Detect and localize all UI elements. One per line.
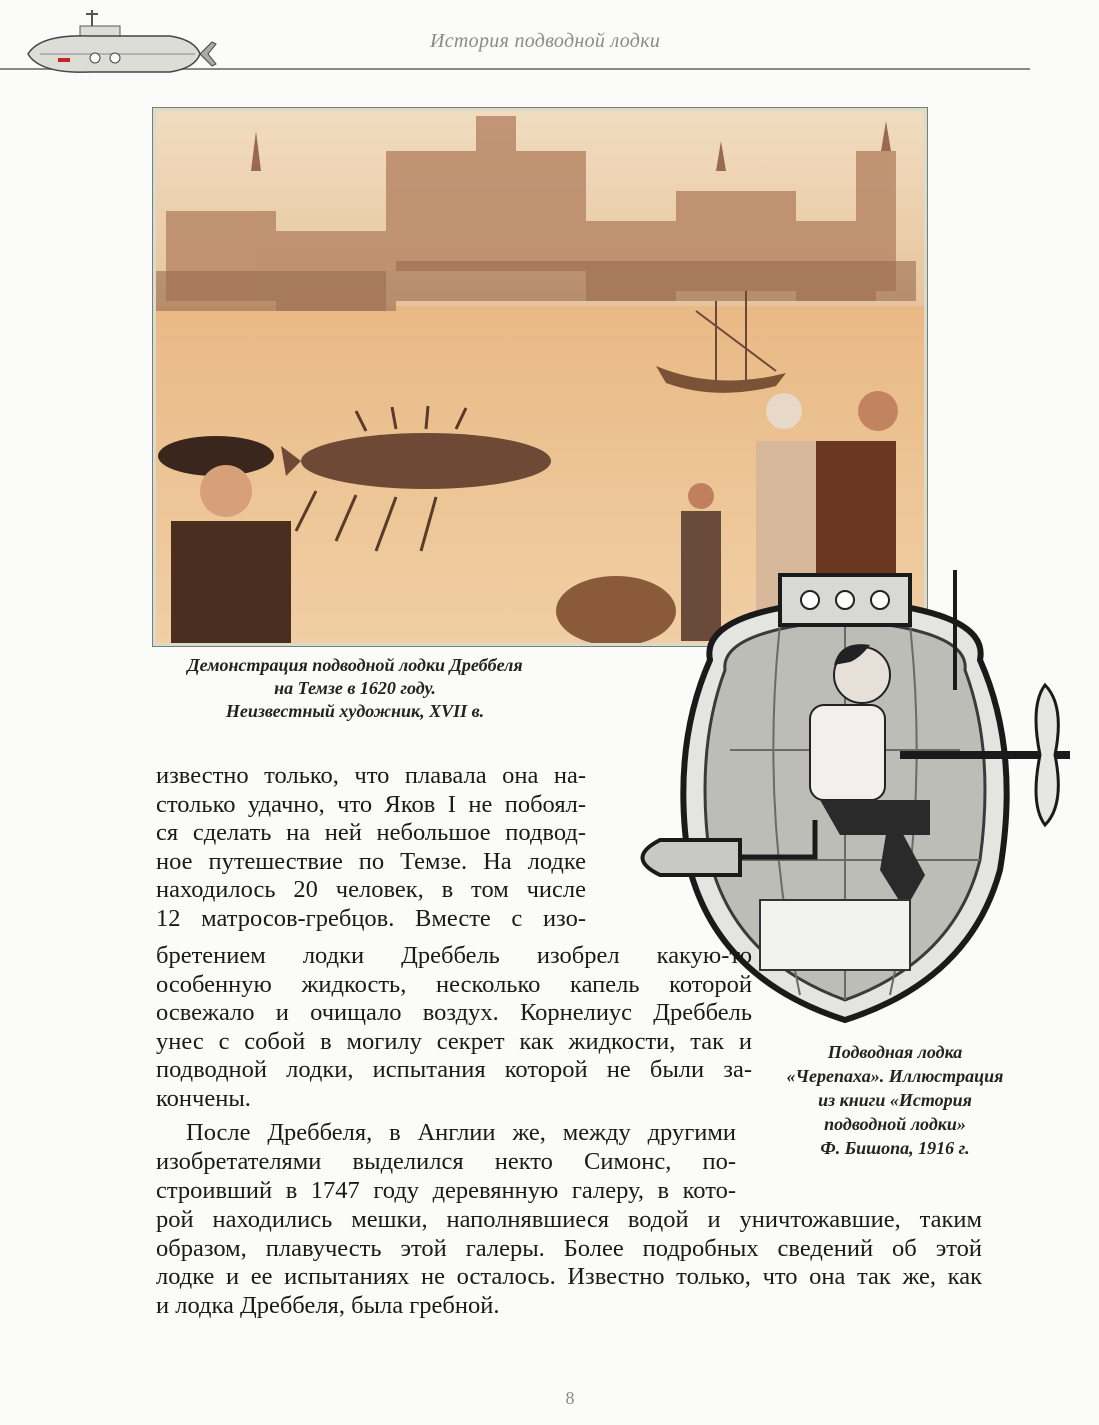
caption-line: Неизвестный художник, XVII в.	[225, 701, 485, 721]
figure-caption-drebbel	[130, 654, 580, 723]
text-line: образом, плавучесть этой галеры. Более подробных сведений об этой	[156, 1234, 982, 1262]
body-paragraph-2b	[156, 1206, 982, 1292]
caption-line: подводной лодки»	[824, 1114, 966, 1134]
text-line: унес с собой в могилу секрет как жидкости, так и	[156, 1027, 752, 1055]
text-line: изобретателями выделился некто Симонс, по-	[156, 1148, 736, 1175]
text-line: освежало и очищало воздух. Корнелиус Дреббель	[156, 999, 752, 1026]
text-line: подводной лодки, испытания которой не были за-	[156, 1056, 752, 1083]
body-paragraph-2-end	[156, 1292, 499, 1321]
text-line: строивший в 1747 году деревянную галеру, в кото-	[156, 1176, 736, 1204]
text-line: лодке и ее испытаниях не осталось. Известно только, что она так же, как	[156, 1263, 982, 1290]
body-paragraph-2-first	[186, 1119, 736, 1148]
text-line: ся сделать на ней небольшое подвод-	[156, 819, 586, 846]
page-number: 8	[565, 1388, 575, 1408]
text-line: бретением лодки Дреббель изобрел какую-то	[156, 942, 752, 969]
body-paragraph-1a	[156, 762, 586, 933]
text-line: ное путешествие по Темзе. На лодке	[156, 847, 586, 875]
drebbel-painting	[153, 108, 927, 646]
text-line: и лодка Дреббеля, была гребной.	[156, 1292, 500, 1319]
body-paragraph-1b	[156, 942, 752, 1085]
text-line: кончены.	[156, 1085, 251, 1112]
text-line: находилось 20 человек, в том числе	[156, 876, 586, 903]
caption-line: на Темзе в 1620 году.	[274, 678, 436, 698]
text-line: столько удачно, что Яков I не побоял-	[156, 790, 586, 818]
caption-line: Демонстрация подводной лодки Дреббеля	[187, 655, 523, 675]
running-title: История подводной лодки	[430, 30, 661, 52]
body-paragraph-2a	[156, 1148, 736, 1205]
caption-line: Ф. Бишопа, 1916 г.	[820, 1138, 970, 1158]
text-line: особенную жидкость, несколько капель которой	[156, 970, 752, 998]
text-line: После Дреббеля, в Англии же, между другими	[186, 1119, 736, 1146]
caption-line: «Черепаха». Иллюстрация	[786, 1066, 1004, 1086]
text-line: рой находились мешки, наполнявшиеся водой и уничтожавшие, таким	[156, 1206, 982, 1233]
submarine-logo-icon	[20, 4, 220, 84]
text-line: известно только, что плавала она на-	[156, 762, 586, 789]
text-line: 12 матросов-гребцов. Вместе с изо-	[156, 904, 586, 932]
caption-line: Подводная лодка	[827, 1042, 963, 1062]
body-paragraph-1-end	[156, 1085, 251, 1114]
caption-line: из книги «История	[818, 1090, 972, 1110]
figure-caption-turtle	[760, 1040, 1030, 1160]
